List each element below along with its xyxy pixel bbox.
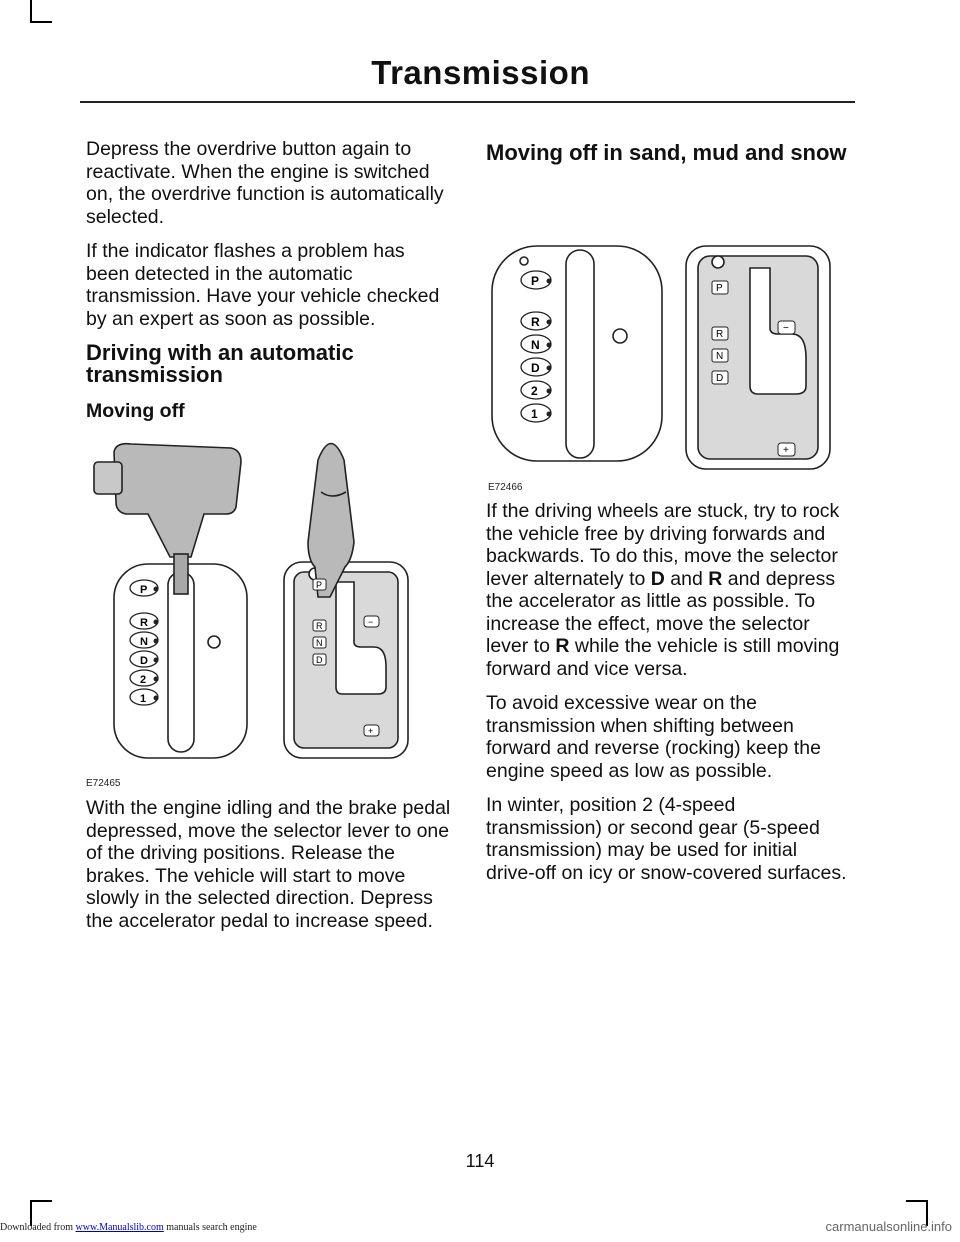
- page-title: Transmission: [371, 54, 590, 91]
- svg-text:N: N: [716, 351, 724, 362]
- svg-text:R: R: [316, 621, 323, 631]
- paragraph: With the engine idling and the brake pedal depressed, move the selector lever to one of the driving positions. Release the brakes. The vehicle will start to move slowly in the selected direction. Depress the accelerator pedal to increase speed.: [86, 797, 451, 932]
- svg-text:R: R: [140, 617, 148, 629]
- crop-mark: [30, 1200, 52, 1202]
- gear-label-d: [313, 654, 326, 665]
- figure-code: E72466: [488, 482, 523, 493]
- svg-text:−: −: [368, 617, 374, 627]
- gear-label-n: [313, 637, 326, 648]
- svg-text:D: D: [531, 361, 540, 375]
- gear-r-bold: R: [555, 635, 570, 657]
- gear-selector-illustration: [86, 432, 456, 772]
- gear-label-p: [313, 579, 326, 590]
- crop-mark: [30, 21, 52, 23]
- footer-prefix: Downloaded from: [0, 1222, 74, 1233]
- svg-text:2: 2: [531, 384, 538, 398]
- section-heading: Moving off in sand, mud and snow: [486, 140, 847, 165]
- svg-text:1: 1: [531, 407, 538, 421]
- footer-suffix: manuals search engine: [166, 1222, 257, 1233]
- footer-download-note: [0, 1222, 257, 1233]
- gear-r-bold: R: [708, 567, 723, 590]
- paragraph: If the indicator flashes a problem has been detected in the automatic transmission. Have your vehicle checked by an expert as soon as possible.: [86, 240, 440, 330]
- svg-text:D: D: [140, 655, 148, 667]
- five-speed-gate: [686, 246, 830, 469]
- gear-label-n: [712, 349, 728, 362]
- svg-text:N: N: [531, 338, 540, 352]
- paragraph: To avoid excessive wear on the transmission when shifting between forward and reverse (rocking) keep the engine speed as low as possible.: [486, 692, 821, 782]
- minus-label: [778, 321, 795, 334]
- svg-text:P: P: [140, 584, 148, 596]
- figure-sand-mud-snow: [486, 178, 851, 500]
- footer-watermark: carmanualsonline.info: [825, 1219, 952, 1234]
- text-run: while the vehicle is still moving forward and vice versa.: [486, 635, 840, 680]
- gear-label-r: [712, 327, 728, 340]
- crop-mark: [906, 1200, 928, 1202]
- figure-code: E72465: [86, 778, 121, 789]
- svg-text:R: R: [531, 315, 540, 329]
- right-column: [486, 138, 851, 896]
- four-speed-gate: [492, 246, 662, 461]
- text-run: If the driving wheels are stuck, try to rock the vehicle free by driving forwards and backwards. To do this, move the selector lever alternately to: [486, 500, 840, 590]
- svg-text:+: +: [783, 445, 789, 456]
- figure-moving-off: [86, 432, 451, 797]
- svg-text:+: +: [368, 726, 374, 736]
- paragraph: [486, 500, 851, 680]
- footer-link[interactable]: www.Manualslib.com: [75, 1222, 164, 1233]
- svg-text:D: D: [316, 655, 323, 665]
- svg-text:1: 1: [140, 693, 147, 705]
- gear-d-bold: D: [650, 567, 665, 590]
- page-number: 114: [465, 1151, 495, 1171]
- svg-text:N: N: [316, 638, 323, 648]
- text-run: and depress the accelerator as little as possible. To increase the effect, move the selector lever to: [486, 567, 836, 657]
- five-speed-gate: [284, 562, 408, 758]
- text-run: and: [664, 567, 709, 590]
- minus-label: [364, 616, 379, 627]
- svg-text:P: P: [531, 274, 540, 288]
- section-heading: Driving with an automatic transmission: [86, 340, 354, 387]
- plus-label: [364, 725, 379, 736]
- svg-text:−: −: [783, 323, 789, 334]
- svg-text:P: P: [716, 283, 723, 294]
- paragraph: In winter, position 2 (4-speed transmission) or second gear (5-speed transmission) may be used for initial drive-off on icy or snow-covered surfaces.: [486, 794, 847, 884]
- gear-label-r: [313, 620, 326, 631]
- plus-label: [778, 443, 795, 456]
- title-rule: [80, 101, 855, 103]
- gear-label-d: [712, 371, 728, 384]
- crop-mark: [30, 0, 32, 22]
- svg-text:P: P: [316, 580, 323, 590]
- left-column: [86, 138, 451, 944]
- paragraph: Depress the overdrive button again to reactivate. When the engine is switched on, the overdrive function is automatically selected.: [86, 138, 444, 228]
- svg-text:R: R: [716, 329, 724, 340]
- gear-gate-illustration: [486, 178, 856, 478]
- svg-text:D: D: [716, 373, 724, 384]
- svg-text:N: N: [140, 636, 148, 648]
- gear-label-p: [712, 281, 728, 294]
- svg-text:2: 2: [140, 674, 147, 686]
- subheading: Moving off: [86, 400, 185, 422]
